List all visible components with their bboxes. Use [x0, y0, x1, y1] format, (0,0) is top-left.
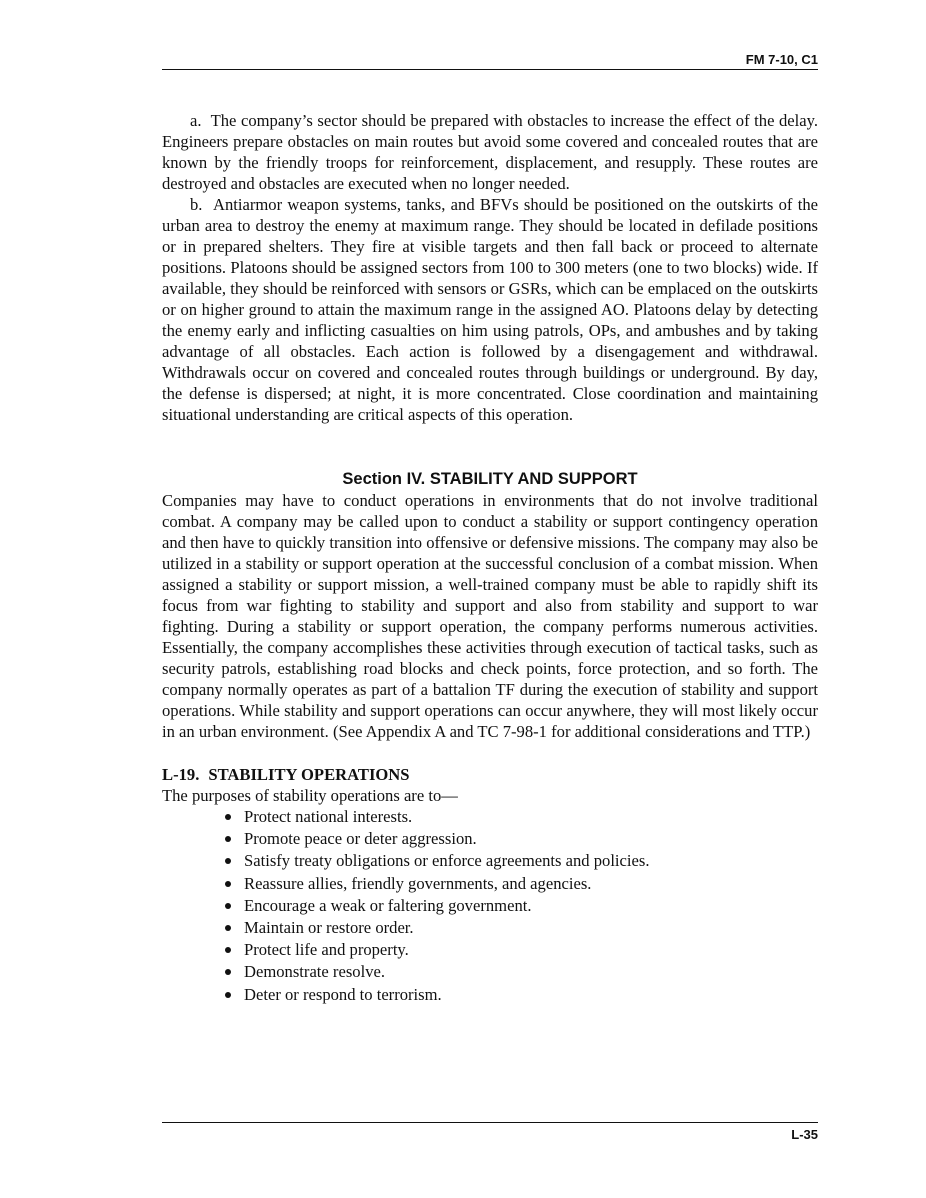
subsection-lead: The purposes of stability operations are to— — [162, 786, 458, 805]
list-item-text: Protect life and property. — [244, 940, 409, 960]
section-intro: Companies may have to conduct operations in environments that do not involve traditional combat. A company may be called upon to conduct a stability or support contingency operation and then have to quickly transition into offensive or defensive missions. The company may also be utilized in a stability or support operation at the successful conclusion of a combat mission. When assigned a stability or support mission, a well-trained company must be able to rapidly shift its focus from war fighting to stability and support and also from stability and support to war fighting. During a stability or support operation, the company performs numerous activities. Essentially, the company accomplishes these activities through execution of tactical tasks, such as security patrols, establishing road blocks and check points, force protection, and so forth. The company normally operates as part of a battalion TF during the execution of stability and support operations. While stability and support operations can occur anywhere, they will most likely occur in an urban environment. (See Appendix A and TC 7-98-1 for additional considerations and TTP.) — [162, 491, 818, 741]
list-item — [162, 895, 818, 917]
header-rule — [162, 69, 818, 70]
paragraph-a — [162, 110, 818, 194]
bullet-icon — [225, 903, 231, 909]
list-item-text: Promote peace or deter aggression. — [244, 829, 477, 849]
bullet-icon — [225, 992, 231, 998]
paragraph-text: Antiarmor weapon systems, tanks, and BFVs should be positioned on the outskirts of the urban area to destroy the enemy at maximum range. They should be located in defilade positions or in prepared shelters. They fire at visible targets and then fall back or proceed to alternate positions. Platoons should be assigned sectors from 100 to 300 meters (one to two blocks) wide. If available, they should be reinforced with sensors or GSRs, which can be emplaced on the outskirts or on higher ground to attain the maximum range in the assigned AO. Platoons delay by detecting the enemy early and inflicting casualties on him using patrols, OPs, and ambushes and by taking advantage of all obstacles. Each action is followed by a disengagement and withdrawal. Withdrawals occur on covered and concealed routes through buildings or underground. By day, the defense is dispersed; at night, it is more concentrated. Close coordination and maintaining situational understanding are critical aspects of this operation. — [162, 195, 818, 424]
list-item — [162, 961, 818, 983]
list-item — [162, 984, 818, 1006]
list-item-text: Deter or respond to terrorism. — [244, 984, 442, 1004]
paragraph-label: a. — [190, 111, 202, 130]
section-heading: Section IV. STABILITY AND SUPPORT — [342, 470, 638, 488]
list-item — [162, 917, 818, 939]
subsection-title: STABILITY OPERATIONS — [208, 765, 410, 784]
page-body — [162, 110, 818, 1006]
list-item-text: Reassure allies, friendly governments, and agencies. — [244, 873, 592, 893]
list-item-text: Protect national interests. — [244, 807, 413, 826]
list-item-text: Maintain or restore order. — [244, 918, 414, 938]
subsection-number: L-19. — [162, 765, 200, 784]
list-item-text: Demonstrate resolve. — [244, 962, 385, 982]
bullet-icon — [225, 925, 231, 931]
bullet-icon — [225, 836, 231, 842]
list-item — [162, 873, 818, 895]
page-number: L-35 — [791, 1127, 818, 1142]
list-item-text: Satisfy treaty obligations or enforce agreements and policies. — [244, 851, 650, 871]
running-head: FM 7-10, C1 — [745, 52, 818, 67]
bullet-icon — [225, 814, 231, 820]
list-item-text: Encourage a weak or faltering government. — [244, 895, 532, 915]
paragraph-b — [162, 194, 818, 425]
list-item — [162, 806, 818, 828]
purposes-list — [162, 806, 818, 1006]
bullet-icon — [225, 881, 231, 887]
list-item — [162, 939, 818, 961]
paragraph-label: b. — [190, 195, 203, 214]
paragraph-text: The company’s sector should be prepared with obstacles to increase the effect of the delay. Engineers prepare obstacles on main routes but avoid some covered and concealed routes that are known by the friendly troops for reinforcement, displacement, and resupply. These routes are destroyed and obstacles are executed when no longer needed. — [162, 111, 819, 193]
bullet-icon — [225, 858, 231, 864]
bullet-icon — [225, 969, 231, 975]
subsection-heading — [162, 764, 818, 785]
list-item — [162, 850, 818, 872]
bullet-icon — [225, 947, 231, 953]
list-item — [162, 828, 818, 850]
footer-rule — [162, 1122, 818, 1123]
